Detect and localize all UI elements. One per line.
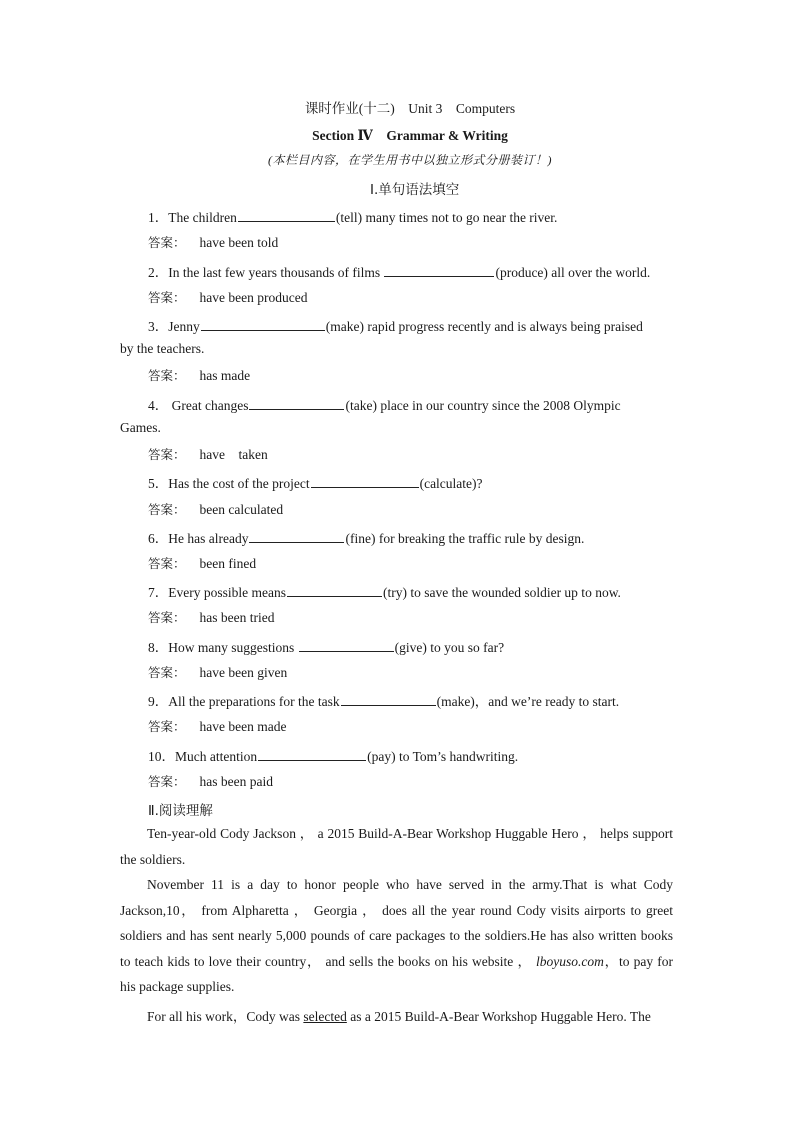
question-4: 4． Great changes (take) place in our country since the 2008 Olympic: [148, 398, 621, 413]
answer-blank: [249, 531, 344, 543]
reading-paragraph-3: For all his work，Cody was selected as a 2015 Build-A-Bear Workshop Huggable Hero. The: [147, 1009, 651, 1024]
answer-blank: [249, 398, 344, 410]
question-9: 9．All the preparations for the task (make)，and we’re ready to start.: [148, 694, 620, 709]
question-5: 5．Has the cost of the project (calculate)?: [148, 476, 483, 491]
question-1: 1．The children (tell) many times not to go near the river.: [148, 210, 558, 225]
answer-3: 答案： has made: [148, 368, 251, 383]
answer-blank: [311, 476, 419, 488]
section-heading-grammar: Ⅰ.单句语法填空: [370, 182, 460, 198]
page-title: 课时作业(十二) Unit 3 Computers: [304, 101, 516, 116]
answer-2: 答案： have been produced: [148, 290, 308, 305]
answer-7: 答案： has been tried: [148, 610, 275, 625]
question-6: 6．He has already (fine) for breaking the traffic rule by design.: [148, 531, 585, 546]
reading-paragraph-1: Ten-year-old Cody Jackson ， a 2015 Build-A-Bear Workshop Huggable Hero ， helps support the soldiers.: [120, 826, 673, 867]
question-8: 8．How many suggestions (give) to you so far?: [148, 640, 505, 655]
question-10: 10．Much attention (pay) to Tom’s handwriting.: [148, 749, 519, 764]
answer-blank: [201, 319, 325, 331]
section-subtitle: Section Ⅳ Grammar & Writing: [312, 128, 508, 143]
question-3: 3．Jenny (make) rapid progress recently and is always being praised: [148, 319, 643, 334]
answer-blank: [238, 210, 335, 222]
answer-6: 答案： been fined: [148, 556, 257, 571]
answer-8: 答案： have been given: [148, 665, 288, 680]
answer-9: 答案： have been made: [148, 719, 287, 734]
answer-blank: [341, 694, 436, 706]
section-heading-reading: Ⅱ.阅读理解: [148, 803, 213, 819]
reading-paragraph-2: November 11 is a day to honor people who have served in the army.That is what Cody Jackson,10， from Alpharetta ， Georgia ， does all the year round Cody visits airports to greet soldiers and has sent nearly 5,000 pounds of care packages to the soldiers.He has also written books to teach kids to love their country， and sells the books on his website ， lboyuso.com，to pay for his package supplies.: [120, 877, 674, 994]
answer-blank: [258, 749, 366, 761]
binding-note: (本栏目内容，在学生用书中以独立形式分册装订！): [268, 153, 552, 167]
answer-blank: [299, 640, 394, 652]
question-3-continued: by the teachers.: [120, 341, 205, 356]
answer-4: 答案： have taken: [148, 447, 268, 462]
answer-5: 答案： been calculated: [148, 502, 284, 517]
answer-1: 答案： have been told: [148, 235, 279, 250]
answer-blank: [287, 585, 382, 597]
website-link: lboyuso.com: [535, 953, 604, 969]
answer-blank: [384, 265, 494, 277]
question-7: 7．Every possible means (try) to save the wounded soldier up to now.: [148, 585, 621, 600]
question-2: 2．In the last few years thousands of films (produce) all over the world.: [148, 265, 651, 280]
answer-10: 答案： has been paid: [148, 774, 273, 789]
question-4-continued: Games.: [120, 420, 161, 435]
underlined-word: selected: [303, 1009, 347, 1024]
